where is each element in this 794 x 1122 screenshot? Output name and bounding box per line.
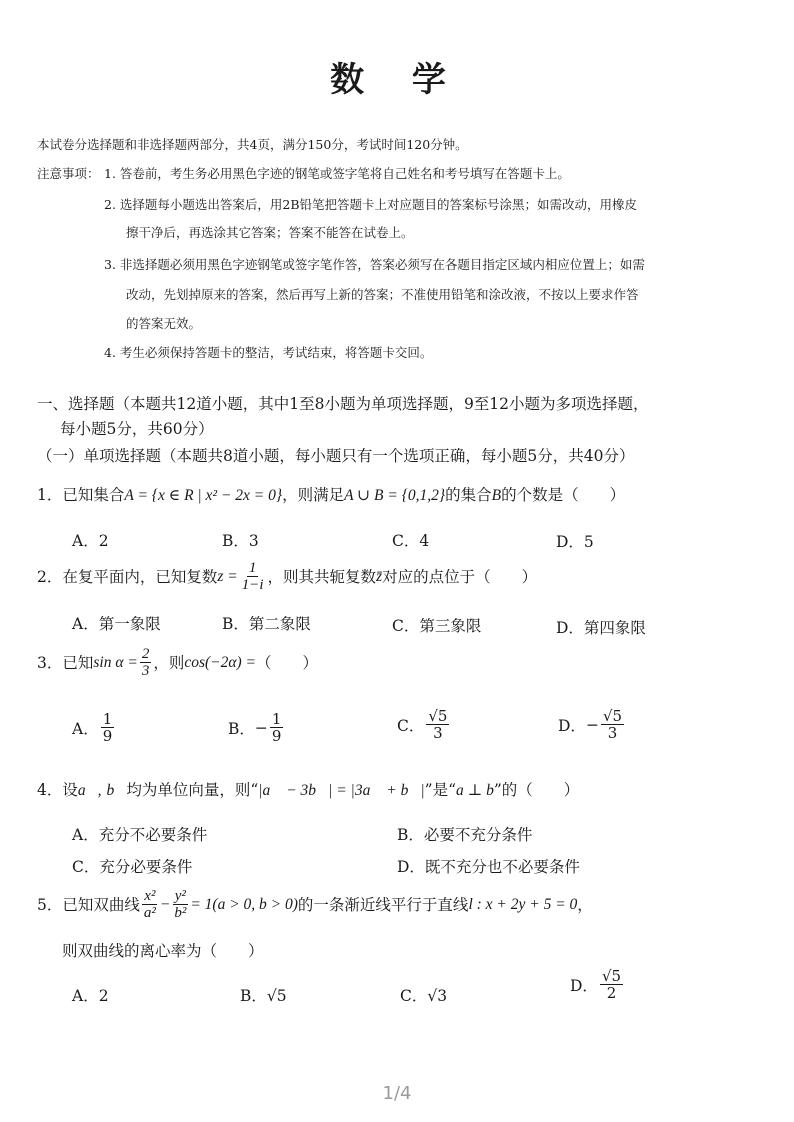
option-label: D．	[570, 976, 598, 995]
option-value: √3	[427, 987, 448, 1005]
q4-option-c: C．充分必要条件	[72, 858, 193, 876]
fraction-numerator: 1	[102, 710, 113, 728]
fraction-denominator: 3	[607, 724, 618, 742]
fraction-numerator: x²	[144, 888, 156, 904]
q5-text: ，	[577, 895, 593, 914]
q5-option-a	[72, 984, 109, 1006]
q2-text: ，则其共轭复数	[267, 567, 377, 586]
option-fraction	[426, 708, 449, 741]
section-heading-cont: 每小题5分，共60分）	[60, 420, 214, 438]
subsection-heading: （一）单项选择题（本题共8道小题，每小题只有一个选项正确，每小题5分，共40分）	[37, 447, 635, 465]
fraction-numerator: √5	[601, 967, 622, 985]
q1-option-a: A．2	[72, 532, 109, 550]
q2-z: z =	[217, 567, 238, 585]
fraction-denominator: a²	[143, 905, 156, 921]
question-1	[37, 484, 625, 507]
q4-text: 均为单位向量，则“	[126, 781, 259, 799]
q5-option-d	[570, 968, 625, 1001]
option-sign: −	[585, 715, 599, 734]
option-label: B．	[228, 719, 255, 738]
note-item: 擦干净后，再选涂其它答案；答案不能答在试卷上。	[126, 225, 414, 240]
question-2	[37, 560, 537, 593]
q3-option-b	[228, 711, 285, 744]
q4-option-a: A．充分不必要条件	[72, 826, 208, 844]
fraction-denominator: 9	[271, 727, 282, 745]
option-value: √5	[266, 987, 287, 1005]
q4-text: 4．设	[37, 781, 78, 799]
option-label: A．	[72, 987, 99, 1005]
option-label: C．	[397, 716, 425, 735]
q5-minus: −	[159, 895, 171, 913]
q5-fraction-y	[172, 888, 188, 921]
option-fraction	[600, 968, 623, 1001]
fraction-numerator: 2	[141, 646, 150, 662]
question-3	[37, 646, 318, 679]
option-sign: −	[254, 718, 268, 737]
question-4	[37, 779, 579, 802]
q1-set-b: B	[491, 487, 502, 504]
fraction-denominator: 9	[102, 727, 113, 745]
q4-text: ”是“	[424, 781, 457, 799]
q4-option-d: D．既不充分也不必要条件	[397, 858, 580, 876]
q3-text: 3．已知	[37, 653, 94, 672]
fraction-denominator: 3	[141, 663, 150, 679]
q2-text: 2．在复平面内，已知复数	[37, 567, 218, 586]
page-title: 数 学	[330, 60, 464, 100]
q3-option-c	[397, 708, 451, 741]
note-item: 3. 非选择题必须用黑色字迹钢笔或签字笔作答，答案必须写在各题目指定区域内相应位置上；如需	[104, 257, 645, 272]
q5-line2: 则双曲线的离心率为（ ）	[62, 942, 264, 960]
option-label: B．	[240, 987, 267, 1005]
fraction-numerator: √5	[602, 707, 623, 725]
q2-fraction	[240, 560, 266, 593]
q1-option-d: D．5	[556, 533, 594, 551]
q3-text: （ ）	[256, 653, 319, 672]
fraction-numerator: y²	[174, 888, 186, 904]
fraction-numerator: 1	[248, 560, 257, 576]
q4-text: ”的（ ）	[493, 781, 580, 799]
section-heading: 一、选择题（本题共12道小题，其中1至8小题为单项选择题，9至12小题为多项选择题，	[37, 395, 649, 413]
question-5	[37, 888, 593, 921]
option-fraction	[601, 708, 624, 741]
q1-option-b: B．3	[222, 532, 259, 550]
option-label: D．	[558, 716, 586, 735]
option-label: A．	[72, 719, 99, 738]
q5-hyperbola-cond: = 1(a > 0, b > 0)	[190, 895, 298, 913]
note-item: 2. 选择题每小题选出答案后，用2B铅笔把答题卡上对应题目的答案标号涂黑；如需改动，用橡皮	[104, 197, 638, 212]
note-item: 4. 考生必须保持答题卡的整洁，考试结束，将答题卡交回。	[104, 345, 433, 360]
q1-set-a: A = {x ∈ R | x² − 2x = 0}	[124, 487, 283, 504]
q5-option-b	[240, 984, 287, 1006]
fraction-denominator: b²	[174, 905, 187, 921]
note-item: 的答案无效。	[126, 316, 202, 331]
q2-option-b: B．第二象限	[222, 615, 311, 633]
q5-option-c	[400, 984, 447, 1006]
q5-fraction-x	[142, 888, 158, 921]
q3-option-d	[558, 708, 626, 741]
fraction-numerator: 1	[271, 710, 282, 728]
exam-intro: 本试卷分选择题和非选择题两部分，共4页，满分150分，考试时间120分钟。	[37, 137, 468, 152]
fraction-denominator: 3	[433, 724, 443, 742]
q4-condition: |a⃗ − 3b⃗| = |3a⃗ + b⃗|	[258, 782, 425, 799]
q3-text: ，则	[153, 653, 185, 672]
q3-sin: sin α =	[93, 653, 138, 671]
q1-option-c: C．4	[392, 532, 430, 550]
q1-text: 的个数是（ ）	[501, 486, 626, 504]
q2-option-d: D．第四象限	[556, 619, 646, 637]
q3-option-a	[72, 711, 116, 744]
q1-text: 的集合	[445, 486, 492, 504]
q5-text: 的一条渐近线平行于直线	[297, 895, 469, 914]
q3-cos: cos(−2α) =	[184, 653, 256, 671]
q1-text: 1．已知集合	[37, 486, 125, 504]
q3-fraction	[140, 646, 152, 679]
q4-option-b: B．必要不充分条件	[397, 826, 533, 844]
option-label: C．	[400, 987, 428, 1005]
page-indicator: 1/4	[382, 1083, 412, 1104]
note-item: 改动，先划掉原来的答案，然后再写上新的答案；不准使用铅笔和涂改液，不按以上要求作答	[126, 287, 639, 302]
q5-text: 5．已知双曲线	[37, 895, 140, 914]
fraction-numerator: √5	[428, 707, 448, 725]
q2-zbar: z̄	[376, 567, 383, 585]
option-fraction	[101, 711, 115, 744]
q1-text: ，则满足	[282, 486, 345, 504]
note-item: 1. 答卷前，考生务必用黑色字迹的钢笔或签字笔将自己姓名和考号填写在答题卡上。	[104, 166, 570, 181]
notes-label: 注意事项：	[37, 166, 100, 181]
option-value: 2	[98, 987, 109, 1005]
fraction-denominator: 2	[606, 984, 617, 1002]
q2-option-c: C．第三象限	[392, 617, 482, 635]
q4-vector-a: a⃗,	[77, 782, 102, 799]
option-fraction	[270, 711, 284, 744]
q4-perpendicular: a ⊥ b	[456, 782, 494, 799]
q2-option-a: A．第一象限	[72, 615, 161, 633]
q4-vector-b: b⃗	[106, 782, 127, 799]
q5-line: l : x + 2y + 5 = 0	[468, 895, 578, 913]
q2-text: 对应的点位于（ ）	[382, 567, 538, 586]
fraction-denominator: 1−i	[241, 577, 264, 593]
q1-union: A ∪ B = {0,1,2}	[344, 487, 446, 504]
